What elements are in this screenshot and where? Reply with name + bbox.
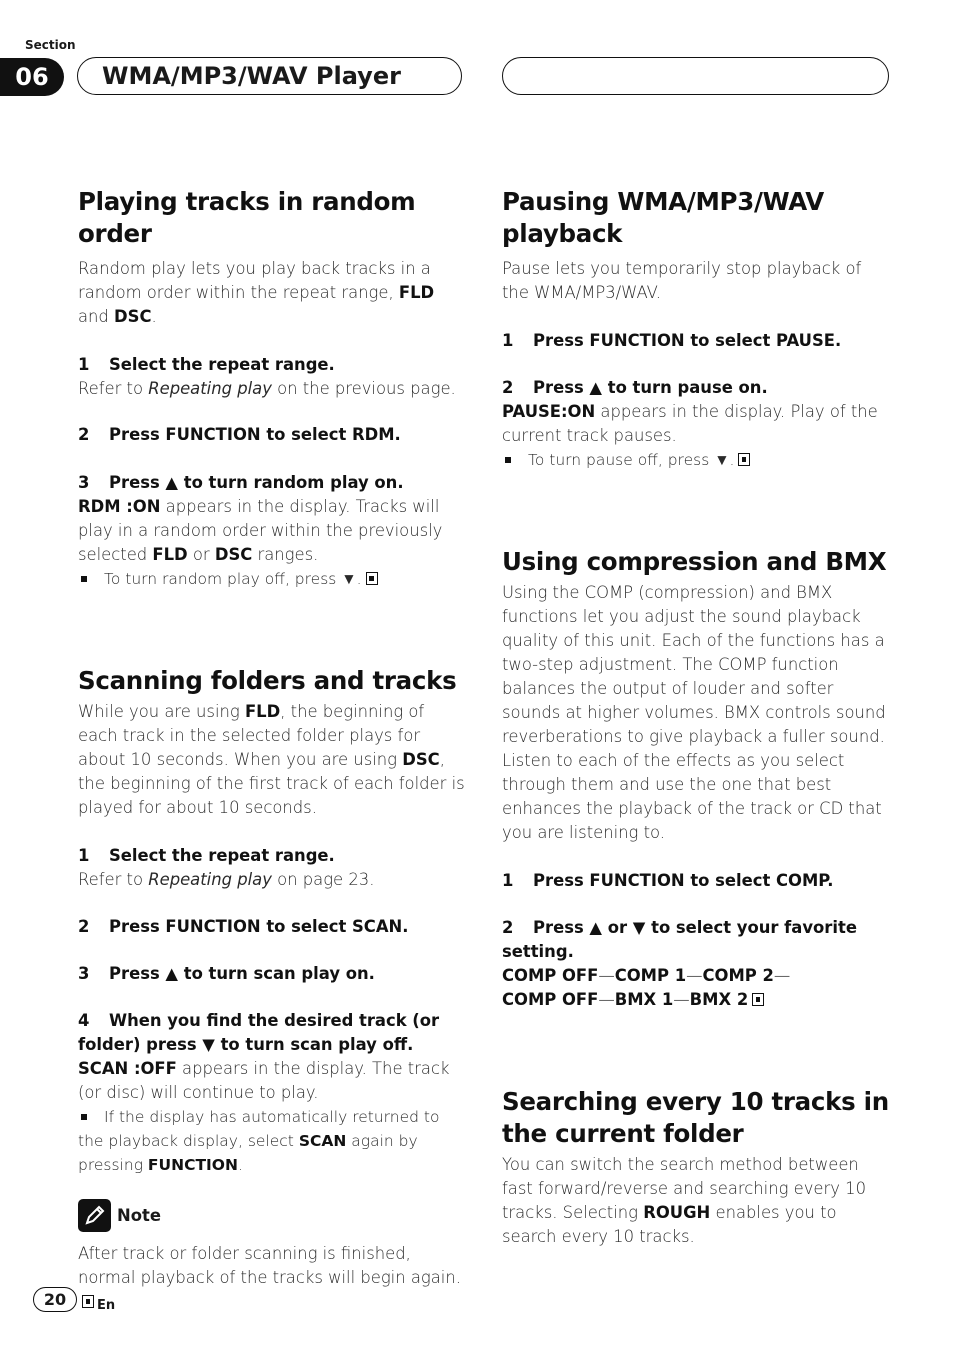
scan-step-1-text: Refer to Repeating play on page 23.: [78, 870, 375, 889]
pencil-note-icon: [78, 1199, 111, 1232]
note-text: After track or folder scanning is finished, normal playback of the tracks will begin again.: [78, 1242, 466, 1314]
comp-step-1: 1 Press FUNCTION to select COMP.: [502, 871, 834, 890]
pause-bullet: To turn pause off, press ▼.: [502, 448, 890, 472]
scan-step-1: 1 Select the repeat range.: [78, 846, 335, 865]
chapter-title: [77, 57, 462, 95]
chapter-title-text: WMA/MP3/WAV Player: [102, 62, 401, 90]
end-mark-icon: [738, 453, 750, 466]
bullet-square-icon: [81, 1114, 87, 1120]
random-step-1-text: Refer to Repeating play on the previous page.: [78, 379, 456, 398]
random-intro: Random play lets you play back tracks in a random order within the repeat range, FLD and DSC.: [78, 259, 435, 326]
left-column: [78, 186, 466, 1314]
right-column: [502, 186, 890, 1249]
scan-heading: Scanning folders and tracks: [78, 666, 457, 695]
random-step-3: 3 Press ▲ to turn random play on.: [78, 473, 404, 492]
random-bullet: To turn random play off, press ▼.: [78, 567, 466, 591]
scan-step-3: 3 Press ▲ to turn scan play on.: [78, 964, 375, 983]
end-mark-icon: [752, 993, 764, 1006]
section-number-badge: 06: [0, 58, 64, 96]
pause-intro: Pause lets you temporarily stop playback of the WMA/MP3/WAV.: [502, 259, 862, 302]
bullet-square-icon: [505, 457, 511, 463]
comp-sequence-line-1: COMP OFF—COMP 1—COMP 2—: [502, 966, 791, 985]
end-mark-icon: [366, 572, 378, 585]
comp-intro: Using the COMP (compression) and BMX functions let you adjust the sound playback quality of this unit. Each of the functions has a two-step adjustment. The COMP function balances the output of louder and softer sounds at higher volumes. BMX controls sound reverberations to give playback a fuller sound. Listen to each of the effects as you select through them and use the one that best enhances the playback of the track or CD that you are listening to.: [502, 583, 886, 842]
bullet-square-icon: [81, 576, 87, 582]
search-heading: Searching every 10 tracks in the current folder: [502, 1087, 889, 1148]
pause-step-2-text: PAUSE:ON appears in the display. Play of the current track pauses.: [502, 402, 878, 445]
random-step-1: 1 Select the repeat range.: [78, 355, 335, 374]
pause-step-1: 1 Press FUNCTION to select PAUSE.: [502, 331, 842, 350]
scan-step-4: 4 When you find the desired track (or folder) press ▼ to turn scan play off.: [78, 1011, 440, 1054]
search-intro: You can switch the search method between fast forward/reverse and searching every 10 tracks. Selecting ROUGH enables you to search every 10 tracks.: [502, 1155, 867, 1246]
scan-step-2: 2 Press FUNCTION to select SCAN.: [78, 917, 409, 936]
scan-bullet: If the display has automatically returned to the playback display, select SCAN again by pressing FUNCTION.: [78, 1108, 440, 1174]
note-title: Note: [117, 1205, 161, 1225]
random-step-2: 2 Press FUNCTION to select RDM.: [78, 425, 401, 444]
random-step-3-text: RDM :ON appears in the display. Tracks will play in a random order within the previously selected FLD or DSC ranges.: [78, 497, 443, 564]
page-number: 20: [33, 1287, 77, 1312]
language-label: En: [97, 1298, 116, 1313]
scan-step-4-text: SCAN :OFF appears in the display. The track (or disc) will continue to play.: [78, 1059, 450, 1102]
pause-heading: Pausing WMA/MP3/WAV playback: [502, 187, 824, 248]
random-heading: Playing tracks in random order: [78, 187, 416, 248]
end-mark-icon: [82, 1295, 94, 1308]
comp-heading: Using compression and BMX: [502, 547, 887, 576]
header-empty-box: [502, 57, 889, 95]
comp-step-2: 2 Press ▲ or ▼ to select your favorite setting.: [502, 918, 857, 961]
section-label: Section: [25, 38, 76, 52]
pause-step-2: 2 Press ▲ to turn pause on.: [502, 378, 768, 397]
note-header: [78, 1197, 466, 1233]
scan-intro: While you are using FLD, the beginning of each track in the selected folder plays for about 10 seconds. When you are using DSC, the beginning of the first track of each folder is played for about 10 seconds.: [78, 702, 465, 817]
comp-sequence-line-2: COMP OFF—BMX 1—BMX 2: [502, 988, 890, 1012]
